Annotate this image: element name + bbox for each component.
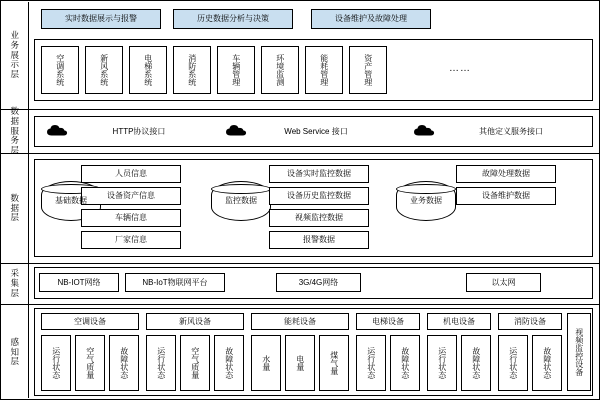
box-label: 视频监控设备 xyxy=(574,328,584,376)
label-column-divider xyxy=(28,2,29,398)
video-monitor-equipment-box[interactable] xyxy=(567,313,591,391)
layer-label-collection xyxy=(2,264,28,304)
hvac-fault-status-box[interactable] xyxy=(109,335,139,391)
box-label: 车辆信息 xyxy=(115,213,147,223)
elevator-system-box[interactable] xyxy=(129,46,167,94)
box-label: 机电设备 xyxy=(443,316,475,326)
mobile-network-box[interactable] xyxy=(276,273,361,292)
box-label: 故障状态 xyxy=(224,347,234,379)
elevator-operation-status-box[interactable] xyxy=(356,335,386,391)
box-label: 设备实时监控数据 xyxy=(287,169,351,179)
box-label: 设备历史监控数据 xyxy=(287,191,351,201)
box-label: 新风系统 xyxy=(99,54,109,86)
box-label: 空气质量 xyxy=(85,347,95,379)
layer-label-text: 采集层 xyxy=(10,268,20,298)
box-label: NB-IOT网络 xyxy=(57,277,101,287)
vehicle-management-box[interactable] xyxy=(217,46,255,94)
layer-label-data-service xyxy=(2,106,28,156)
fault-handling-data-box[interactable] xyxy=(456,165,556,183)
box-label: 故障状态 xyxy=(400,347,410,379)
environment-monitor-box[interactable] xyxy=(261,46,299,94)
box-label: 水量 xyxy=(261,355,271,371)
layer-divider-2 xyxy=(1,153,599,154)
cloud-icon xyxy=(46,123,68,137)
realtime-display-alarm-button[interactable] xyxy=(41,9,161,29)
vehicle-info-box[interactable] xyxy=(81,209,181,227)
box-label: 故障状态 xyxy=(471,347,481,379)
cylinder-label: 业务数据 xyxy=(410,196,442,206)
video-monitor-data-box[interactable] xyxy=(269,209,369,227)
cylinder-label: 基础数据 xyxy=(55,196,87,206)
fire-system-box[interactable] xyxy=(173,46,211,94)
box-label: 故障处理数据 xyxy=(482,169,530,179)
box-label: 故障状态 xyxy=(542,347,552,379)
layer-label-text: 感知层 xyxy=(10,336,20,367)
energy-management-box[interactable] xyxy=(305,46,343,94)
asset-management-box[interactable] xyxy=(349,46,387,94)
box-label: 故障状态 xyxy=(119,347,129,379)
box-label: 新风设备 xyxy=(179,316,211,326)
box-label: 3G/4G网络 xyxy=(298,277,339,287)
history-analysis-decision-button[interactable] xyxy=(173,9,293,29)
box-label: 煤气量 xyxy=(329,351,339,375)
hvac-air-quality-box[interactable] xyxy=(75,335,105,391)
electromechanical-operation-status-box[interactable] xyxy=(427,335,457,391)
equipment-maintenance-data-box[interactable] xyxy=(456,187,556,205)
ethernet-box[interactable] xyxy=(466,273,541,292)
box-label: 空调设备 xyxy=(74,316,106,326)
box-label: 报警数据 xyxy=(303,235,335,245)
box-label: 运行状态 xyxy=(156,347,166,379)
layer-label-perception xyxy=(2,305,28,400)
box-label: 电梯系统 xyxy=(143,54,153,86)
systems-ellipsis: …… xyxy=(449,63,471,74)
box-label: 厂家信息 xyxy=(115,235,147,245)
fresh-air-air-quality-box[interactable] xyxy=(180,335,210,391)
box-label: 能耗管理 xyxy=(319,54,329,86)
monitor-data-cylinder[interactable] xyxy=(211,181,271,221)
fresh-air-operation-status-box[interactable] xyxy=(146,335,176,391)
box-label: 运行状态 xyxy=(366,347,376,379)
fresh-air-system-box[interactable] xyxy=(85,46,123,94)
box-label: 空气质量 xyxy=(190,347,200,379)
layer-label-text: 数据服务层 xyxy=(10,106,20,156)
energy-gas-consumption-box[interactable] xyxy=(319,335,349,391)
box-label: 设备资产信息 xyxy=(107,191,155,201)
energy-electricity-consumption-box[interactable] xyxy=(285,335,315,391)
box-label: 消防设备 xyxy=(514,316,546,326)
layer-divider-4 xyxy=(1,304,599,305)
manufacturer-info-box[interactable] xyxy=(81,231,181,249)
hvac-equipment-box[interactable] xyxy=(41,313,139,330)
electromechanical-fault-status-box[interactable] xyxy=(461,335,491,391)
hvac-operation-status-box[interactable] xyxy=(41,335,71,391)
box-label: 设备维护数据 xyxy=(482,191,530,201)
box-label: 能耗设备 xyxy=(284,316,316,326)
equipment-asset-info-box[interactable] xyxy=(81,187,181,205)
box-label: 环境监测 xyxy=(275,54,285,86)
box-label: 视频监控数据 xyxy=(295,213,343,223)
button-label: 实时数据展示与报警 xyxy=(65,14,137,24)
personnel-info-box[interactable] xyxy=(81,165,181,183)
hvac-system-box[interactable] xyxy=(41,46,79,94)
box-label: 空调系统 xyxy=(55,54,65,86)
elevator-equipment-box[interactable] xyxy=(356,313,420,330)
box-label: 人员信息 xyxy=(115,169,147,179)
layer-divider-3 xyxy=(1,263,599,264)
alarm-data-box[interactable] xyxy=(269,231,369,249)
business-data-cylinder[interactable] xyxy=(396,181,456,221)
equipment-realtime-monitor-data-box[interactable] xyxy=(269,165,369,183)
fire-equipment-box[interactable] xyxy=(498,313,562,330)
equipment-history-monitor-data-box[interactable] xyxy=(269,187,369,205)
button-label: 历史数据分析与决策 xyxy=(197,14,269,24)
box-label: 消防系统 xyxy=(187,54,197,86)
box-label: 运行状态 xyxy=(51,347,61,379)
layer-divider-1 xyxy=(1,109,599,110)
layer-label-business-display xyxy=(2,2,28,109)
box-label: 资产管理 xyxy=(363,54,373,86)
fire-fault-status-box[interactable] xyxy=(532,335,562,391)
custom-service-interface-label[interactable]: 其他定义服务接口 xyxy=(479,126,543,136)
fresh-air-equipment-box[interactable] xyxy=(146,313,244,330)
layer-label-text: 业务展示层 xyxy=(10,30,20,80)
cloud-icon xyxy=(413,123,435,137)
equipment-maintenance-fault-button[interactable] xyxy=(311,9,431,29)
nb-iot-platform-box[interactable] xyxy=(125,273,225,292)
electromechanical-equipment-box[interactable] xyxy=(427,313,491,330)
box-label: 运行状态 xyxy=(508,347,518,379)
box-label: 以太网 xyxy=(491,277,516,287)
http-protocol-interface-label[interactable]: HTTP协议接口 xyxy=(112,126,166,136)
box-label: 车辆管理 xyxy=(231,54,241,86)
web-service-interface-label[interactable]: Web Service 接口 xyxy=(284,126,348,136)
elevator-fault-status-box[interactable] xyxy=(390,335,420,391)
energy-water-consumption-box[interactable] xyxy=(251,335,281,391)
fire-operation-status-box[interactable] xyxy=(498,335,528,391)
fresh-air-fault-status-box[interactable] xyxy=(214,335,244,391)
box-label: NB-IoT物联网平台 xyxy=(142,277,208,287)
nb-iot-network-box[interactable] xyxy=(39,273,119,292)
cloud-icon xyxy=(225,123,247,137)
button-label: 设备维护及故障处理 xyxy=(335,14,407,24)
layer-label-data xyxy=(2,154,28,263)
cylinder-label: 监控数据 xyxy=(225,196,257,206)
box-label: 运行状态 xyxy=(437,347,447,379)
layer-label-text: 数据层 xyxy=(10,192,20,223)
box-label: 电量 xyxy=(295,355,305,371)
energy-equipment-box[interactable] xyxy=(251,313,349,330)
box-label: 电梯设备 xyxy=(372,316,404,326)
